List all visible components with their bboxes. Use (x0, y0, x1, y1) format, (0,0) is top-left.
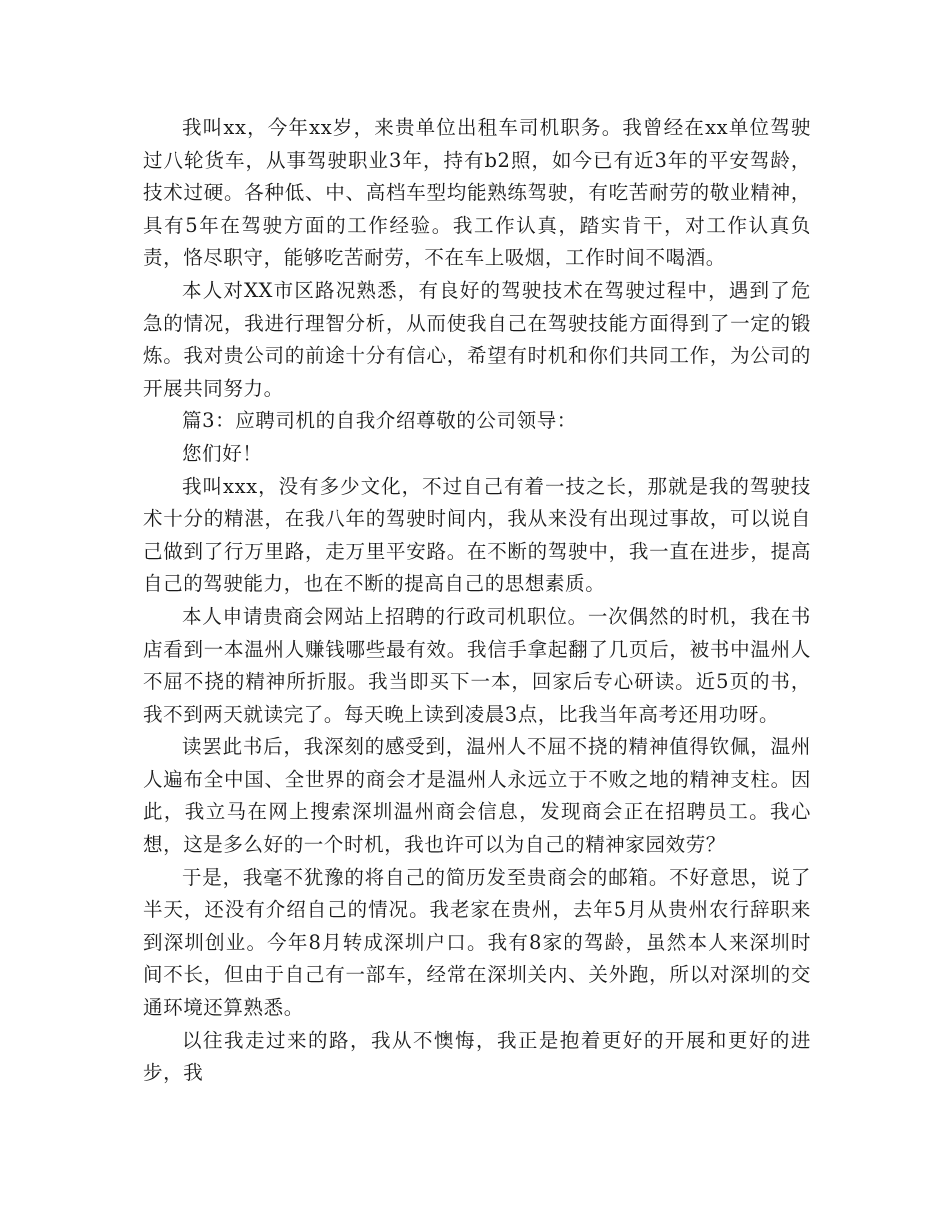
paragraph-2: 本人对XX市区路况熟悉，有良好的驾驶技术在驾驶过程中，遇到了危急的情况，我进行理智分析，从而使我自己在驾驶技能方面得到了一定的锻炼。我对贵公司的前途十分有信心，希望有时机和你们共同工作，为公司的开展共同努力。 (143, 278, 811, 400)
greeting: 您们好！ (182, 441, 263, 465)
paragraph-7: 读罢此书后，我深刻的感受到，温州人不屈不挠的精神值得钦佩，温州人遍布全中国、全世界的商会才是温州人永远立于不败之地的精神支柱。因此，我立马在网上搜索深圳温州商会信息，发现商会正在招聘员工。我心想，这是多么好的一个时机，我也许可以为自己的精神家园效劳？ (143, 735, 811, 857)
paragraph-8: 于是，我毫不犹豫的将自己的简历发至贵商会的邮箱。不好意思，说了半天，还没有介绍自己的情况。我老家在贵州，去年5月从贵州农行辞职来到深圳创业。今年8月转成深圳户口。我有8家的驾龄，虽然本人来深圳时间不长，但由于自己有一部车，经常在深圳关内、关外跑，所以对深圳的交通环境还算熟悉。 (143, 865, 811, 1020)
paragraph-1: 我叫xx，今年xx岁，来贵单位出租车司机职务。我曾经在xx单位驾驶过八轮货车，从事驾驶职业3年，持有b2照，如今已有近3年的平安驾龄，技术过硬。各种低、中、高档车型均能熟练驾驶，有吃苦耐劳的敬业精神，具有5年在驾驶方面的工作经验。我工作认真，踏实肯干，对工作认真负责，恪尽职守，能够吃苦耐劳，不在车上吸烟，工作时间不喝酒。 (143, 116, 811, 270)
section-heading: 篇3：应聘司机的自我介绍尊敬的公司领导： (182, 409, 577, 433)
paragraph-6: 本人申请贵商会网站上招聘的行政司机职位。一次偶然的时机，我在书店看到一本温州人赚钱哪些最有效。我信手拿起翻了几页后，被书中温州人不屈不挠的精神所折服。我当即买下一本，回家后专心研读。近5页的书，我不到两天就读完了。每天晚上读到凌晨3点，比我当年高考还用功呀。 (143, 604, 811, 726)
paragraph-9: 以往我走过来的路，我从不懊悔，我正是抱着更好的开展和更好的进步，我 (143, 1028, 811, 1085)
document-body (143, 112, 811, 1090)
paragraph-5: 我叫xxx，没有多少文化，不过自己有着一技之长，那就是我的驾驶技术十分的精湛，在我八年的驾驶时间内，我从来没有出现过事故，可以说自己做到了行万里路，走万里平安路。在不断的驾驶中，我一直在进步，提高自己的驾驶能力，也在不断的提高自己的思想素质。 (143, 474, 811, 596)
